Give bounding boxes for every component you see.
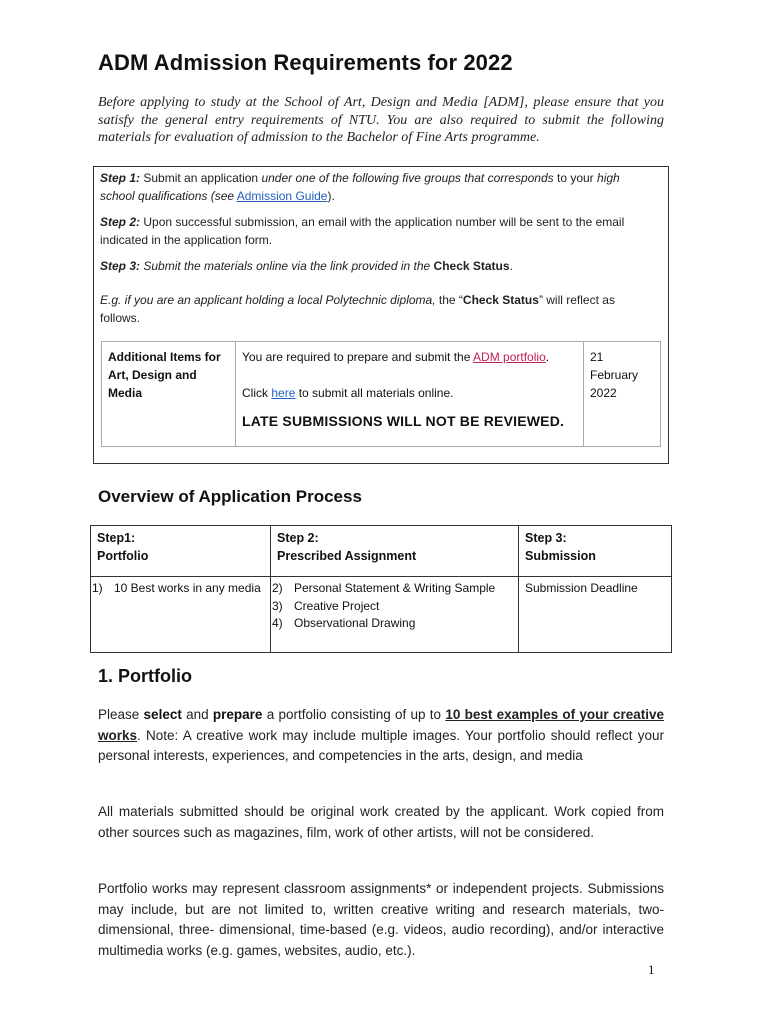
portfolio-paragraph-1: Please select and prepare a portfolio consisting of up to 10 best examples of your creative works. Note: A creative work may include multiple images. Your portfolio should reflect your personal interests, experiences, and competencies in the arts, design, and media (98, 707, 664, 763)
list-number: 3) (272, 598, 283, 613)
portfolio-items (92, 580, 261, 598)
status-date-cell: 21 February 2022 (590, 350, 639, 400)
status-instruction-cell: You are required to prepare and submit the ADM portfolio. Click here to submit all materials online. LATE SUBMISSIONS WILL NOT BE REVIEWED. (236, 342, 584, 446)
list-number: 2) (272, 581, 283, 595)
intro-paragraph: Before applying to study at the School of Art, Design and Media [ADM], please ensure that you satisfy the general entry requirements of NTU. You are also required to submit the following materials for evaluation of admission to the Bachelor of Fine Arts programme. (98, 95, 664, 145)
overview-column-assignment (271, 526, 519, 652)
portfolio-paragraph-3: Portfolio works may represent classroom assignments* or independent projects. Submissions may include, but are not limited to, written creative writing and research materials, two-dimensional, three- dimensional, time-based (e.g. videos, audio recording), and/or interactive multimedia works (e.g. games, websites, audio, etc.). (98, 881, 664, 958)
page-title: ADM Admission Requirements for 2022 (98, 50, 513, 75)
list-number: 1) (92, 581, 103, 595)
assignment-items (272, 580, 495, 633)
list-text: 10 Best works in any media (114, 581, 261, 595)
overview-column-portfolio (91, 526, 271, 652)
step-3-text: Step 3: Submit the materials online via the link provided in the Check Status. (100, 259, 513, 273)
column-header: Step 3: (525, 531, 567, 545)
list-text: Personal Statement & Writing Sample (294, 581, 496, 595)
admission-guide-link[interactable]: Admission Guide (236, 189, 328, 203)
check-status-table (101, 341, 661, 447)
list-item (92, 580, 261, 598)
portfolio-heading: 1. Portfolio (98, 666, 192, 686)
status-item-cell: Additional Items for Art, Design and Media (102, 342, 236, 446)
list-item (272, 580, 495, 598)
portfolio-paragraph-2: All materials submitted should be original work created by the applicant. Work copied from other sources such as magazines, film, work of other artists, will not be considered. (98, 804, 664, 840)
step-1-text: Step 1: Submit an application under one of the following five groups that corresponds to your high school qualifications (see Admission Guide). (100, 171, 620, 203)
list-number: 4) (272, 616, 283, 630)
column-header: Step1: (97, 531, 136, 545)
page-number: 1 (648, 962, 655, 977)
list-item (272, 598, 495, 616)
late-submission-warning: LATE SUBMISSIONS WILL NOT BE REVIEWED. (242, 413, 565, 429)
overview-table (90, 525, 672, 653)
list-text: Creative Project (294, 598, 380, 613)
step-2-text: Step 2: Upon successful submission, an email with the application number will be sent to the email indicated in the application form. (100, 215, 625, 247)
example-text: E.g. if you are an applicant holding a local Polytechnic diploma, the “Check Status” will reflect as follows. (100, 293, 615, 325)
list-item (272, 615, 495, 633)
column-subheader: Submission (525, 549, 596, 563)
overview-column-submission (519, 526, 671, 652)
column-header: Step 2: (277, 531, 319, 545)
list-text: Observational Drawing (294, 616, 416, 630)
here-link[interactable]: here (271, 386, 296, 400)
column-subheader: Portfolio (97, 549, 149, 563)
overview-heading: Overview of Application Process (98, 487, 362, 506)
steps-box (93, 166, 669, 464)
adm-portfolio-link[interactable]: ADM portfolio (473, 350, 546, 364)
submission-deadline-text: Submission Deadline (525, 581, 638, 595)
column-subheader: Prescribed Assignment (277, 549, 417, 563)
